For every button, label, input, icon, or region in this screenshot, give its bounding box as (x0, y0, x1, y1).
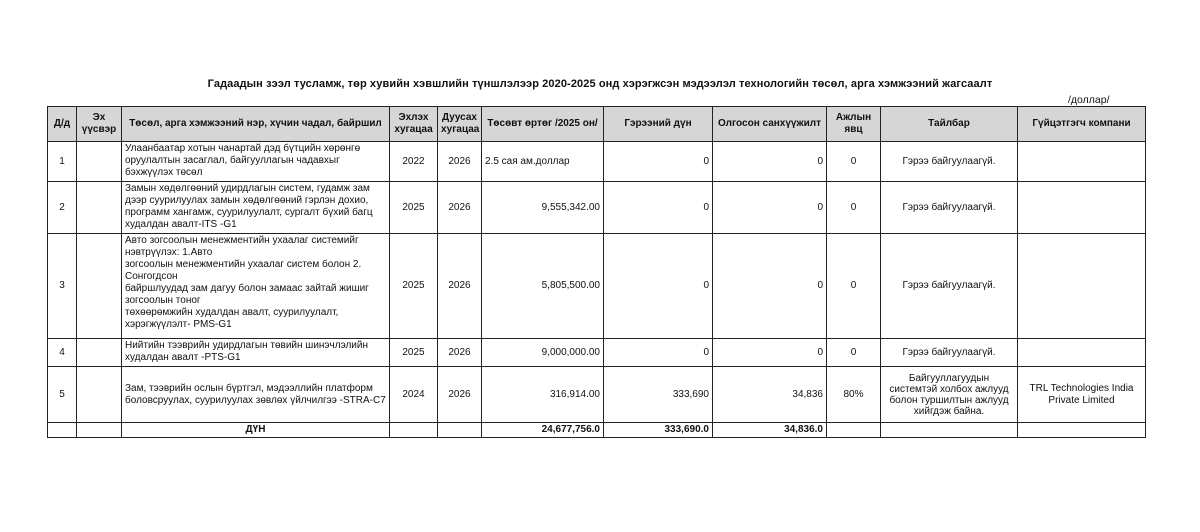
total-empty-source (77, 423, 122, 438)
header-num: Д/д (48, 107, 77, 142)
header-contractor: Гүйцэтгэгч компани (1018, 107, 1146, 142)
cell-num: 5 (48, 367, 77, 423)
cell-project: Авто зогсоолын менежментийн ухаалаг системийг нэвтрүүлэх: 1.Авто зогсоолын менежментийн ухаалаг систем болон 2. Сонгогдсон байршлуудад зам дагуу болон замаас зайтай жишиг зогсоолын тоног төхөөрөмжийн худалдан авалт, суурилуулалт, хэрэгжүүлэлт- PMS-G1 (122, 234, 390, 339)
cell-progress: 80% (827, 367, 881, 423)
table-row (48, 367, 1146, 423)
total-contract: 333,690.0 (604, 423, 713, 438)
header-row (48, 107, 1146, 142)
header-source: Эх үүсвэр (77, 107, 122, 142)
cell-contractor: TRL Technologies India Private Limited (1018, 367, 1146, 423)
cell-start: 2025 (390, 339, 438, 367)
total-empty-contractor (1018, 423, 1146, 438)
document-title: Гадаадын зээл тусламж, төр хувийн хэвшлийн түншлэлээр 2020-2025 онд хэрэгжсэн мэдээлэл технологийн төсөл, арга хэмжээний жагсаалт (207, 78, 993, 90)
cell-cost: 9,000,000.00 (482, 339, 604, 367)
header-funded: Олгосон санхүүжилт (713, 107, 827, 142)
cell-source (77, 142, 122, 182)
cell-funded: 34,836 (713, 367, 827, 423)
total-funded: 34,836.0 (713, 423, 827, 438)
cell-funded: 0 (713, 182, 827, 234)
header-progress: Ажлын явц (827, 107, 881, 142)
cell-cost: 316,914.00 (482, 367, 604, 423)
cell-project: Нийтийн тээврийн удирдлагын төвийн шинэчлэлийн худалдан авалт -PTS-G1 (122, 339, 390, 367)
cell-num: 4 (48, 339, 77, 367)
cell-contract: 0 (604, 142, 713, 182)
cell-cost: 5,805,500.00 (482, 234, 604, 339)
cell-funded: 0 (713, 339, 827, 367)
cell-cost: 9,555,342.00 (482, 182, 604, 234)
cell-start: 2022 (390, 142, 438, 182)
cell-end: 2026 (438, 182, 482, 234)
cell-note: Гэрээ байгуулаагүй. (881, 142, 1018, 182)
cell-project: Замын хөдөлгөөний удирдлагын систем, гудамж зам дээр суурилуулах замын хөдөлгөөний гэрлэн дохио, программ хангамж, суурилуулалт, сургалт бүхий багц худалдан авалт-ITS -G1 (122, 182, 390, 234)
cell-source (77, 367, 122, 423)
header-end: Дуусах хугацаа (438, 107, 482, 142)
table-row (48, 339, 1146, 367)
cell-start: 2024 (390, 367, 438, 423)
cell-note: Байгууллагуудын системтэй холбох ажлууд болон туршилтын ажлууд хийгдэж байна. (881, 367, 1018, 423)
cell-contract: 0 (604, 182, 713, 234)
cell-project: Улаанбаатар хотын чанартай дэд бүтцийн хөрөнгө оруулалтын засаглал, байгууллагын чадавхыг бэхжүүлэх төсөл (122, 142, 390, 182)
cell-contract: 0 (604, 234, 713, 339)
total-cost: 24,677,756.0 (482, 423, 604, 438)
projects-table (47, 106, 1146, 438)
cell-source (77, 234, 122, 339)
table-row (48, 142, 1146, 182)
cell-contractor (1018, 182, 1146, 234)
cell-funded: 0 (713, 234, 827, 339)
header-contract: Гэрээний дүн (604, 107, 713, 142)
total-empty-num (48, 423, 77, 438)
total-label: ДҮН (122, 423, 390, 438)
cell-num: 3 (48, 234, 77, 339)
total-empty-progress (827, 423, 881, 438)
total-row (48, 423, 1146, 438)
cell-project: Зам, тээврийн ослын бүртгэл, мэдээллийн платформ боловсруулах, суурилуулах зөвлөх үйлчилгээ -STRA-C7 (122, 367, 390, 423)
cell-cost: 2.5 сая ам.доллар (482, 142, 604, 182)
cell-contractor (1018, 234, 1146, 339)
total-empty-end (438, 423, 482, 438)
cell-note: Гэрээ байгуулаагүй. (881, 339, 1018, 367)
cell-note: Гэрээ байгуулаагүй. (881, 234, 1018, 339)
cell-progress: 0 (827, 142, 881, 182)
cell-contract: 0 (604, 339, 713, 367)
table-row (48, 234, 1146, 339)
cell-end: 2026 (438, 367, 482, 423)
cell-num: 1 (48, 142, 77, 182)
cell-source (77, 182, 122, 234)
cell-progress: 0 (827, 339, 881, 367)
cell-progress: 0 (827, 182, 881, 234)
cell-funded: 0 (713, 142, 827, 182)
cell-note: Гэрээ байгуулаагүй. (881, 182, 1018, 234)
cell-contractor (1018, 339, 1146, 367)
header-start: Эхлэх хугацаа (390, 107, 438, 142)
header-cost: Төсөвт өртөг /2025 он/ (482, 107, 604, 142)
total-empty-start (390, 423, 438, 438)
table-row (48, 182, 1146, 234)
cell-start: 2025 (390, 182, 438, 234)
cell-source (77, 339, 122, 367)
cell-progress: 0 (827, 234, 881, 339)
header-project: Төсөл, арга хэмжээний нэр, хүчин чадал, байршил (122, 107, 390, 142)
header-note: Тайлбар (881, 107, 1018, 142)
cell-end: 2026 (438, 142, 482, 182)
cell-contractor (1018, 142, 1146, 182)
cell-num: 2 (48, 182, 77, 234)
cell-start: 2025 (390, 234, 438, 339)
currency-unit: /доллар/ (1068, 94, 1110, 106)
total-empty-note (881, 423, 1018, 438)
cell-contract: 333,690 (604, 367, 713, 423)
cell-end: 2026 (438, 339, 482, 367)
cell-end: 2026 (438, 234, 482, 339)
